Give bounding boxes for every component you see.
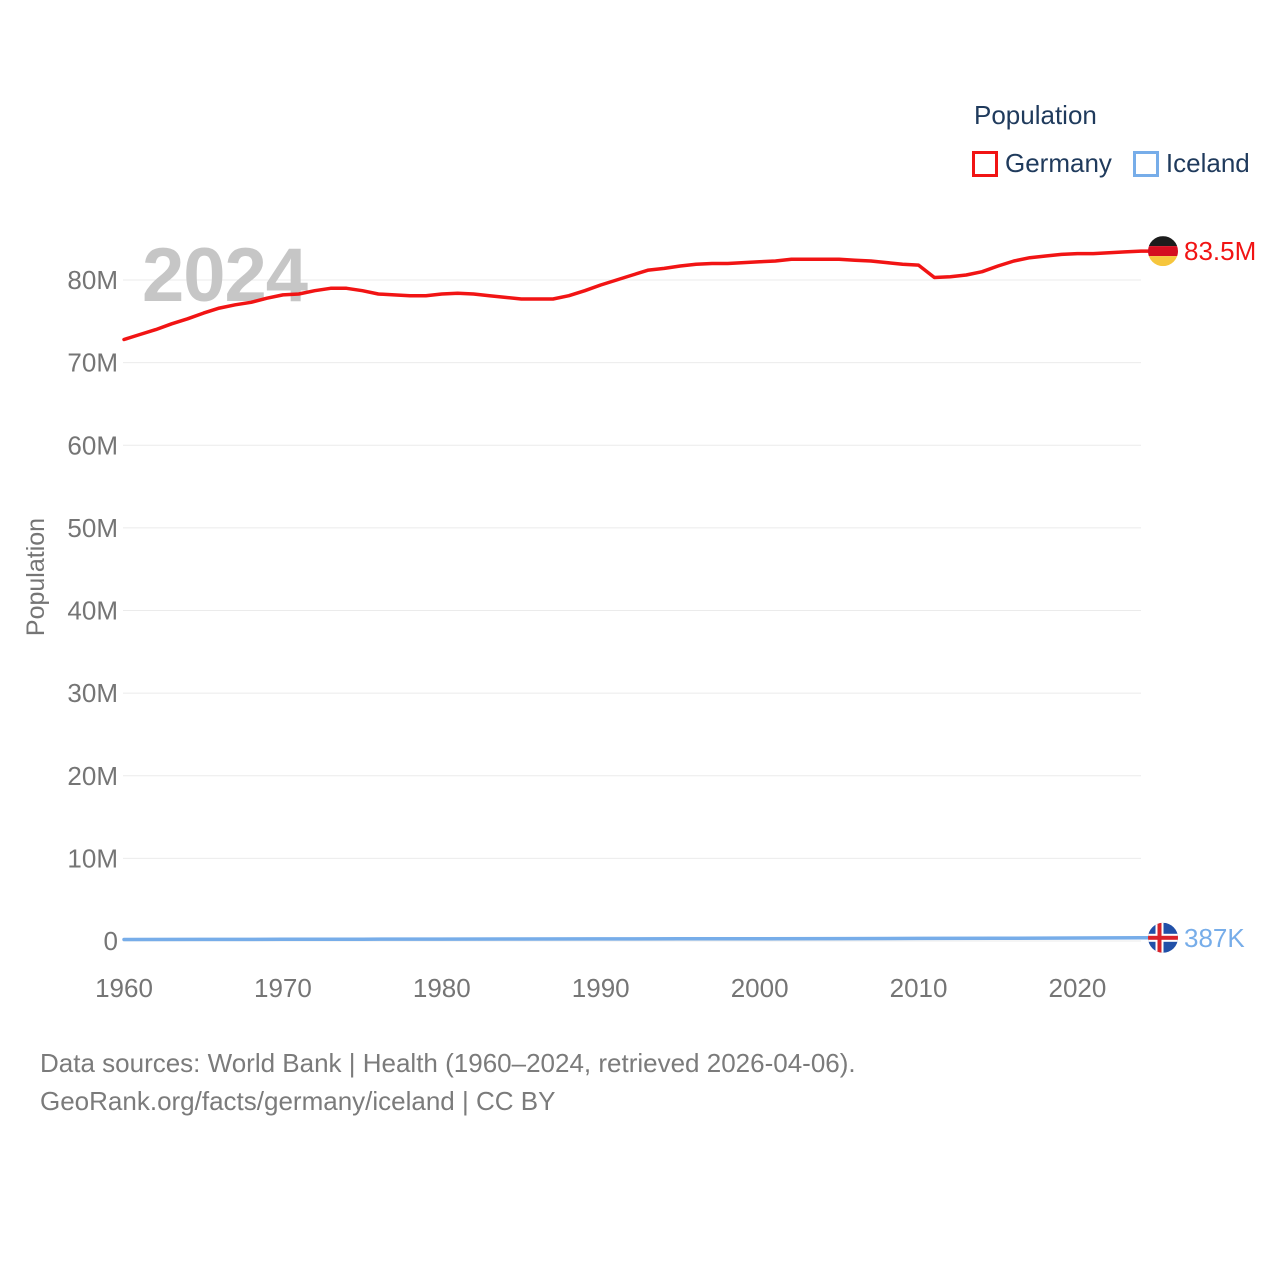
iceland-flag-icon <box>1148 923 1178 953</box>
x-tick-2000: 2000 <box>730 973 789 1003</box>
iceland-series-line[interactable] <box>124 938 1148 940</box>
x-tick-2020: 2020 <box>1048 973 1107 1003</box>
x-axis-tick-labels <box>95 973 1106 1003</box>
legend-label-iceland: Iceland <box>1165 148 1250 178</box>
germany-end-value: 83.5M <box>1184 236 1257 267</box>
y-axis-title: Population <box>22 517 50 637</box>
y-tick-30M: 30M <box>67 678 118 709</box>
iceland-end-marker <box>1148 923 1178 953</box>
x-tick-2010: 2010 <box>889 973 948 1003</box>
y-tick-40M: 40M <box>67 595 118 626</box>
attribution-footer <box>40 1044 856 1120</box>
gridlines <box>123 280 1141 941</box>
iceland-end-value: 387K <box>1184 922 1245 953</box>
x-tick-1960: 1960 <box>95 973 153 1003</box>
x-tick-1990: 1990 <box>571 973 630 1003</box>
y-tick-60M: 60M <box>67 430 118 461</box>
watermark-year: 2024 <box>142 233 308 318</box>
y-axis-tick-labels <box>67 265 118 956</box>
y-tick-20M: 20M <box>67 760 118 791</box>
legend-title: Population <box>974 100 1097 130</box>
x-tick-1970: 1970 <box>253 973 312 1003</box>
y-tick-70M: 70M <box>67 347 118 378</box>
data-sources-text: Data sources: World Bank | Health (1960–2024, retrieved 2026-04-06). <box>40 1048 856 1078</box>
germany-end-marker <box>1148 236 1178 266</box>
x-tick-1980: 1980 <box>412 973 471 1003</box>
y-tick-50M: 50M <box>67 512 118 543</box>
source-url-text: GeoRank.org/facts/germany/iceland | CC BY <box>40 1086 556 1116</box>
legend-label-germany: Germany <box>1005 148 1112 178</box>
germany-flag-icon <box>1148 236 1178 266</box>
y-tick-0: 0 <box>103 926 118 956</box>
y-tick-80M: 80M <box>67 265 118 295</box>
y-tick-10M: 10M <box>67 843 118 874</box>
